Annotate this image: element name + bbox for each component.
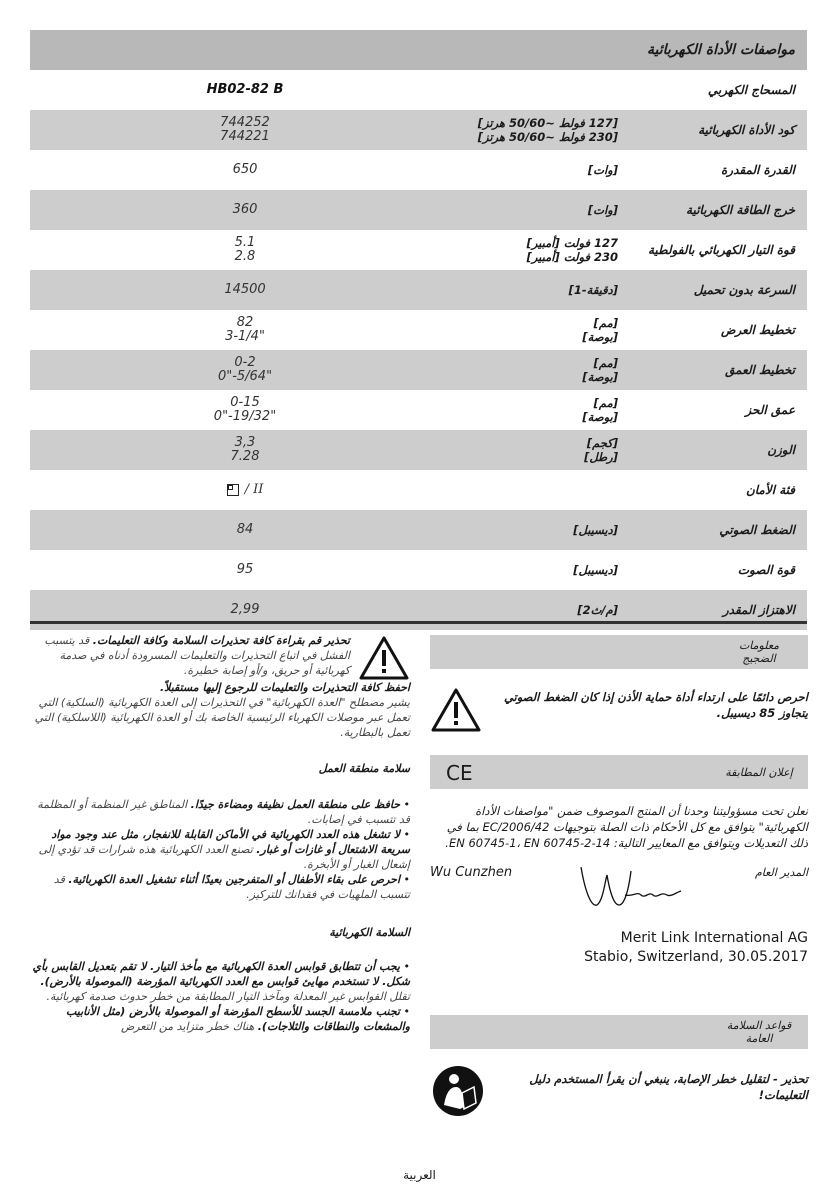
warning-paragraph bbox=[30, 633, 350, 678]
spec-row bbox=[30, 190, 807, 230]
spec-label: المسحاج الكهربي bbox=[707, 83, 795, 97]
spec-row bbox=[30, 230, 807, 270]
spec-row bbox=[30, 550, 807, 590]
spec-value: 2,99 bbox=[230, 602, 260, 617]
spec-unit: [127 فولط ~50/60 هرتز] [230 فولط ~50/60 هرتز] bbox=[477, 116, 618, 144]
safety-rules-section bbox=[430, 1015, 808, 1125]
spec-value: / II bbox=[160, 470, 330, 510]
warning-icon bbox=[358, 635, 410, 681]
spec-row bbox=[30, 390, 807, 430]
spec-label: عمق الحز bbox=[745, 403, 795, 417]
manager-label: المدير العام bbox=[754, 866, 808, 879]
work-item-1: • حافظ على منطقة العمل نظيفة ومضاءة جيدًا. المناطق غير المنظمة أو المظلمة قد تتسبب في إصابات. bbox=[37, 798, 410, 826]
spec-value: HB02-82 B bbox=[206, 82, 284, 97]
spec-unit: 127 فولت [أمبير] 230 فولت [أمبير] bbox=[526, 236, 618, 264]
noise-bar-label: معلومات الضجيج bbox=[738, 639, 780, 665]
read-manual-icon bbox=[432, 1065, 484, 1117]
noise-section bbox=[430, 635, 808, 749]
spec-value: 744252 744221 bbox=[220, 115, 270, 144]
conformity-text: نعلن تحت مسؤوليتنا وحدنا أن المنتج الموصوف ضمن "مواصفات الأداة الكهربائية" يتوافق مع كل الأحكام ذات الصلة بتوجيهات 2006/42/EC بما في ذلك التعديلات ويتوافق مع المعايير التالية: EN 60745-1، EN 60745-2-14. bbox=[445, 804, 808, 850]
spec-row bbox=[30, 270, 807, 310]
spec-value: 5.1 2.8 bbox=[234, 235, 256, 264]
spec-value: 82 3-1/4" bbox=[225, 315, 265, 344]
conformity-bar-label: إعلان المطابقة bbox=[725, 765, 793, 779]
divider bbox=[30, 621, 807, 624]
spec-unit: [ديسيبل] bbox=[573, 563, 618, 577]
spec-value: 3,3 7.28 bbox=[230, 435, 260, 464]
spec-table bbox=[30, 30, 807, 630]
spec-row bbox=[30, 510, 807, 550]
spec-value: 0-15 0"-19/32" bbox=[213, 395, 277, 424]
spec-row bbox=[30, 430, 807, 470]
spec-label: تخطيط العرض bbox=[720, 323, 795, 337]
safety-warning-text: تحذير - لتقليل خطر الإصابة، ينبغي أن يقرأ المستخدم دليل التعليمات! bbox=[529, 1072, 808, 1102]
spec-unit: [مم] [بوصة] bbox=[582, 396, 618, 424]
spec-label: تخطيط العمق bbox=[725, 363, 795, 377]
term-definition: يشير مصطلح "العدة الكهربائية" في التحذيرات إلى العدة الكهربائية (السلكية) التي تعمل عبر موصلات الكهرباء الرئيسية الخاصة بك أو العدة الكهربائية (اللاسلكية) التي تعمل بالبطارية. bbox=[34, 696, 410, 739]
spec-value: 14500 bbox=[224, 282, 266, 297]
safety-bar-label: قواعد السلامة العامة bbox=[726, 1019, 792, 1045]
spec-unit: [مم] [بوصة] bbox=[582, 316, 618, 344]
spec-row bbox=[30, 350, 807, 390]
spec-value: 650 bbox=[232, 162, 258, 177]
page-language-label: العربية bbox=[403, 1168, 436, 1182]
work-area-heading: سلامة منطقة العمل bbox=[318, 762, 410, 775]
spec-unit: [وات] bbox=[587, 163, 618, 177]
signature-image bbox=[575, 861, 685, 913]
manager-name: Wu Cunzhen bbox=[430, 865, 513, 880]
conformity-section bbox=[430, 755, 808, 967]
protection-class-ii-icon bbox=[227, 484, 239, 496]
keep-instructions: احفظ كافة التحذيرات والتعليمات للرجوع إليها مستقبلاً. bbox=[159, 681, 410, 694]
spec-value: 0-2 0"-5/64" bbox=[217, 355, 273, 384]
electrical-item-2: • تجنب ملامسة الجسد للأسطح المؤرضة أو الموصولة بالأرض (مثل الأنابيب والمشعات والنطاقات والثلاجات). هناك خطر متزايد من التعرض bbox=[65, 1005, 410, 1033]
electrical-item-1: • يجب أن تتطابق قوابس العدة الكهربائية مع مأخذ التيار. لا تقم بتعديل القابس بأي شكل. لا تستخدم مهايئ قوابس مع العدد الكهربائية المؤرضة (الموصولة بالأرض). تقلل القوابس غير المعدلة ومآخذ التيار المطابقة من خطر حدوث صدمة كهربائية. bbox=[32, 960, 410, 1003]
spec-value: 95 bbox=[236, 562, 254, 577]
noise-warning-text: احرص دائمًا على ارتداء أداة حماية الأذن إذا كان الضغط الصوتي يتجاوز 85 ديسيبل. bbox=[503, 690, 808, 720]
company-name: Merit Link International AG bbox=[620, 930, 808, 946]
noise-bar bbox=[430, 635, 808, 669]
warning-icon bbox=[430, 687, 482, 733]
warning-rest: قد يتسبب الفشل في اتباع التحذيرات والتعليمات المسرودة أدناه في صدمة كهربائية أو حريق، و/أو إصابة خطيرة. bbox=[44, 634, 350, 677]
spec-unit: [مم] [بوصة] bbox=[582, 356, 618, 384]
general-warnings bbox=[30, 633, 410, 1034]
work-item-3: • احرص على بقاء الأطفال أو المتفرجين بعيدًا أثناء تشغيل العدة الكهربائية. قد تتسبب الملهيات في فقدانك للتركيز. bbox=[53, 873, 410, 901]
spec-label: الضغط الصوتي bbox=[719, 523, 795, 537]
spec-row bbox=[30, 470, 807, 510]
spec-unit: [وات] bbox=[587, 203, 618, 217]
spec-label: قوة الصوت bbox=[737, 563, 795, 577]
spec-row bbox=[30, 310, 807, 350]
spec-label: الاهتزاز المقدر bbox=[722, 603, 795, 617]
electrical-heading: السلامة الكهربائية bbox=[329, 926, 410, 939]
spec-label: خرج الطاقة الكهربائية bbox=[686, 203, 795, 217]
spec-value: 360 bbox=[232, 202, 258, 217]
safety-bar bbox=[430, 1015, 808, 1049]
spec-label: القدرة المقدرة bbox=[721, 163, 795, 177]
spec-unit bbox=[448, 470, 618, 510]
spec-row bbox=[30, 70, 807, 110]
work-item-2: • لا تشغل هذه العدد الكهربائية في الأماكن القابلة للانفجار، مثل عند وجود مواد سريعة الاشتعال أو غازات أو غبار. تصنع العدد الكهربائية هذه شرارات قد تؤدي إلى إشعال الغبار أو الأبخرة. bbox=[38, 828, 410, 871]
spec-row bbox=[30, 150, 807, 190]
spec-label: قوة التيار الكهربائي بالفولطية bbox=[647, 243, 795, 257]
spec-unit bbox=[448, 70, 618, 110]
spec-label: السرعة بدون تحميل bbox=[693, 283, 795, 297]
warning-bold: تحذير قم بقراءة كافة تحذيرات السلامة وكافة التعليمات. bbox=[92, 634, 350, 647]
spec-title: مواصفات الأداة الكهربائية bbox=[30, 30, 807, 70]
spec-unit: [كجم] [رطل] bbox=[584, 436, 618, 464]
spec-value: 84 bbox=[236, 522, 254, 537]
spec-row bbox=[30, 110, 807, 150]
spec-label: الوزن bbox=[767, 443, 795, 457]
ce-mark-icon: CE bbox=[446, 761, 473, 785]
spec-row bbox=[30, 590, 807, 630]
place-date: Stabio, Switzerland, 30.05.2017 bbox=[584, 949, 808, 965]
conformity-bar bbox=[430, 755, 808, 789]
spec-unit: [ديسيبل] bbox=[573, 523, 618, 537]
spec-label: كود الأداة الكهربائية bbox=[698, 123, 795, 137]
spec-unit: [م/ث2] bbox=[577, 603, 618, 617]
spec-label: فئة الأمان bbox=[745, 483, 795, 497]
spec-unit: [دقيقة-1] bbox=[568, 283, 618, 297]
